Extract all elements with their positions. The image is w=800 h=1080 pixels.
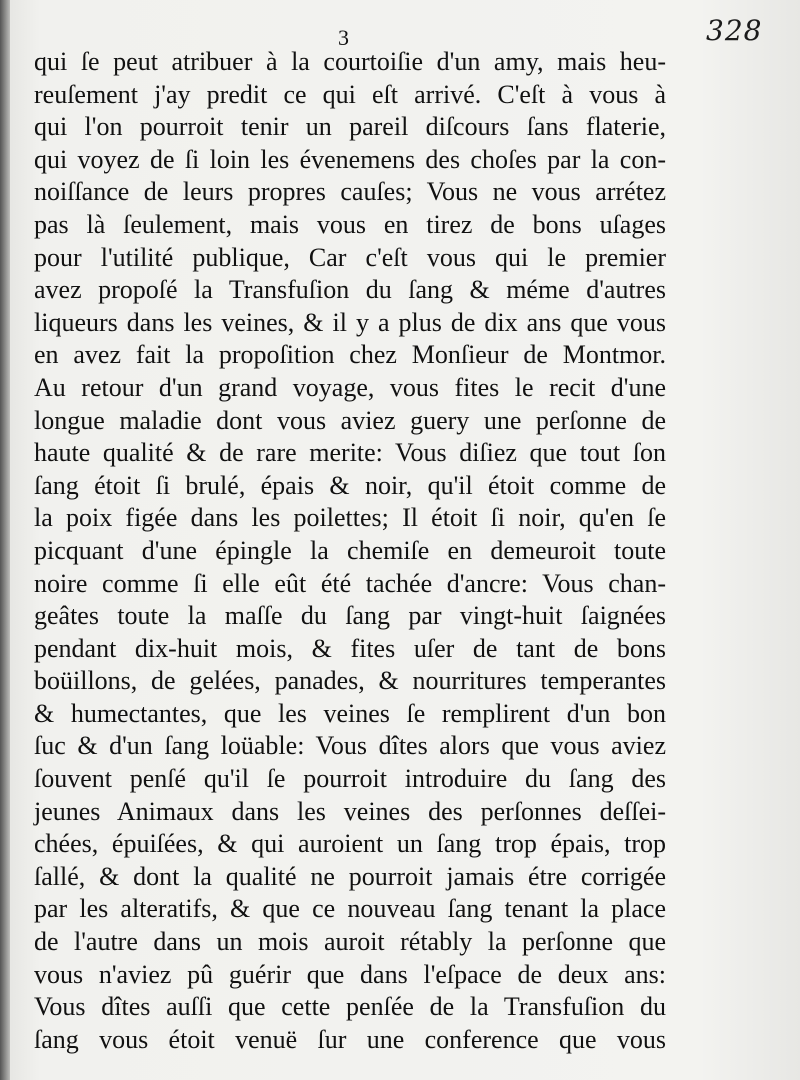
text-line: en avez fait la propoſition chez Monſieur de Montmor. [34,340,666,370]
text-line: Au retour d'un grand voyage, vous fites le recit d'une [34,372,666,402]
text-line: qui ſe peut atribuer à la courtoiſie d'un amy, mais heu- [34,47,666,76]
page-number: 3 [338,25,349,50]
text-line: ſallé, & dont la qualité ne pourroit jamais étre corrigée [34,861,666,891]
text-line: par les alteratifs, & que ce nouveau ſang tenant la place [34,894,666,924]
text-line: pendant dix-huit mois, & fites uſer de tant de bons [34,633,666,663]
text-line: la poix figée dans les poilettes; Il étoit ſi noir, qu'en ſe [34,503,666,533]
text-line: de l'autre dans un mois auroit rétably la perſonne que [34,927,666,957]
page-gutter-shadow [0,0,10,1080]
text-line: liqueurs dans les veines, & il y a plus de dix ans que vous [34,307,666,337]
text-line: vous n'aviez pû guérir que dans l'eſpace de deux ans: [34,959,666,989]
text-line: ſouvent penſé qu'il ſe pourroit introduire du ſang des [34,764,666,794]
text-line: Vous dîtes auſſi que cette penſée de la Transfuſion du [34,992,666,1022]
text-line: reuſement j'ay predit ce qui eſt arrivé. C'eſt à vous à [34,79,666,109]
text-line: geâtes toute la maſſe du ſang par vingt-huit ſaignées [34,601,666,631]
text-line: pour l'utilité publique, Car c'eſt vous qui le premier [34,242,666,272]
text-line: noiſſance de leurs propres cauſes; Vous ne vous arrétez [34,177,666,207]
text-line: longue maladie dont vous aviez guery une perſonne de [34,405,666,435]
text-line: qui l'on pourroit tenir un pareil diſcours ſans flaterie, [34,112,666,142]
text-line: qui voyez de ſi loin les évenemens des choſes par la con- [34,144,666,174]
text-line: & humectantes, que les veines ſe remplirent d'un bon [34,698,666,728]
text-line: ſuc & d'un ſang loüable: Vous dîtes alors que vous aviez [34,731,666,761]
text-line: boüillons, de gelées, panades, & nourritures temperantes [34,666,666,696]
text-line: ſang vous étoit venuë ſur une conference que vous [34,1024,666,1054]
text-line: ſang étoit ſi brulé, épais & noir, qu'il étoit comme de [34,470,666,500]
text-line: avez propoſé la Transfuſion du ſang & méme d'autres [34,275,666,305]
text-line: jeunes Animaux dans les veines des perſonnes deſſei- [34,796,666,826]
text-line: chées, épuiſées, & qui auroient un ſang trop épais, trop [34,829,666,859]
text-line: haute qualité & de rare merite: Vous diſiez que tout ſon [34,438,666,468]
text-line: noire comme ſi elle eût été tachée d'ancre: Vous chan- [34,568,666,598]
text-line: pas là ſeulement, mais vous en tirez de bons uſages [34,209,666,239]
text-line: picquant d'une épingle la chemiſe en demeuroit toute [34,535,666,565]
body-text [34,46,666,1056]
handwritten-folio-number: 328 [706,14,763,47]
